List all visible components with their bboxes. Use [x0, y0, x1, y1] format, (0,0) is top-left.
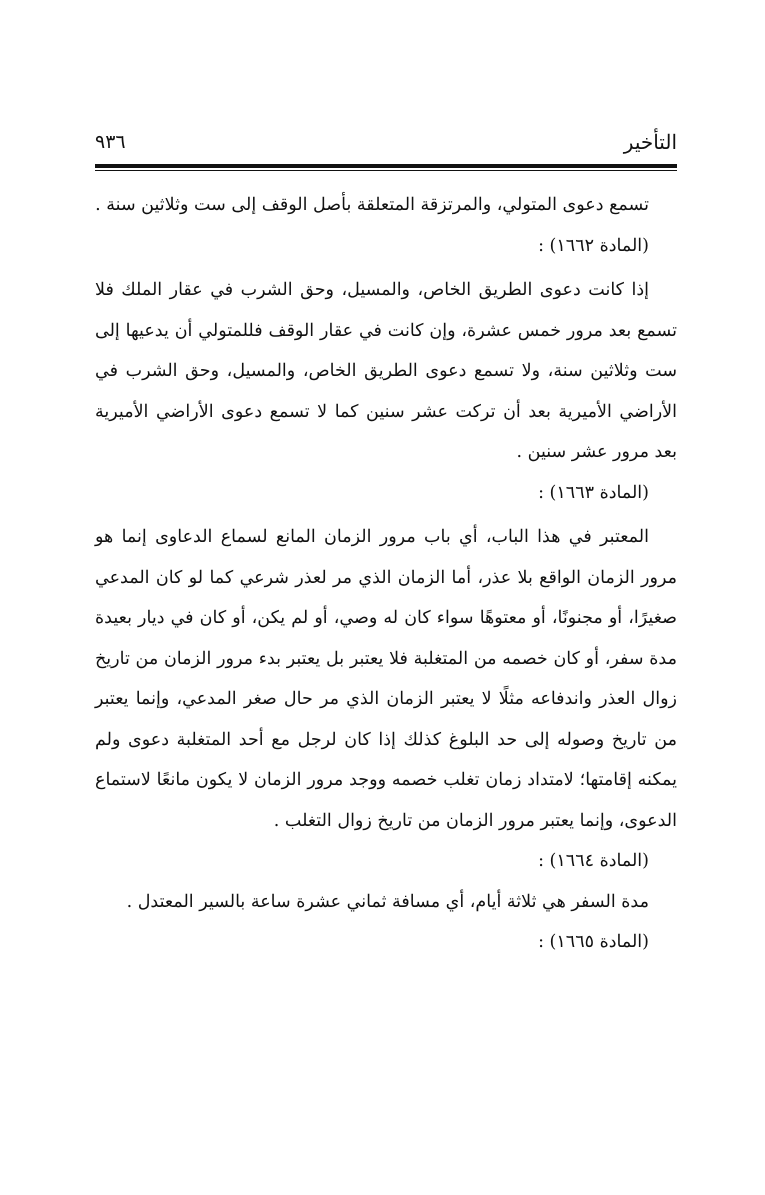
page-header: [95, 128, 677, 162]
article-heading-1664: (المادة ١٦٦٤) :: [538, 851, 649, 871]
running-title: التأخير: [623, 130, 677, 154]
header-rule-thin: [95, 170, 677, 171]
article-text-1662: إذا كانت دعوى الطريق الخاص، والمسيل، وحق الشرب في عقار الملك فلا تسمع بعد مرور خمس عشرة، وإن كانت في عقار الوقف فللمتولي أن يدعيها إلى ست وثلاثين سنة، ولا تسمع دعوى الطريق الخاص، والمسيل، وحق الشرب في الأراضي الأميرية بعد أن تركت عشر سنين كما لا تسمع دعوى الأراضي الأميرية بعد مرور عشر سنين .: [95, 280, 677, 462]
article-heading-1662: (المادة ١٦٦٢) :: [538, 235, 649, 256]
article-text-1664: مدة السفر هي ثلاثة أيام، أي مسافة ثماني عشرة ساعة بالسير المعتدل .: [126, 891, 649, 912]
article-heading-1665: (المادة ١٦٦٥) :: [538, 932, 649, 952]
article-text-1663: المعتبر في هذا الباب، أي باب مرور الزمان المانع لسماع الدعاوى إنما هو مرور الزمان الواقع بلا عذر، أما الزمان الذي مر لعذر شرعي كما لو كان المدعي صغيرًا، أو مجنونًا، أو معتوهًا سواء كان له وصي، أو لم يكن، أو كان في ديار بعيدة مدة سفر، أو كان خصمه من المتغلبة فلا يعتبر بل يعتبر بدء مرور الزمان من تاريخ زوال العذر واندفاعه مثلًا لا يعتبر الزمان الذي مر حال صغر المدعي، وإنما يعتبر من تاريخ وصوله إلى حد البلوغ كذلك إذا كان لرجل مع أحد المتغلبة دعوى ولم يمكنه إقامتها؛ لامتداد زمان تغلب خصمه ووجد مرور الزمان لا يكون مانعًا لاستماع الدعوى، وإنما يعتبر مرور الزمان من تاريخ زوال التغلب .: [95, 527, 677, 831]
header-rule-thick: [95, 164, 677, 168]
paragraph-continuation: تسمع دعوى المتولي، والمرتزقة المتعلقة بأصل الوقف إلى ست وثلاثين سنة .: [95, 195, 649, 215]
article-heading-1663: (المادة ١٦٦٣) :: [538, 482, 649, 503]
page-body: [95, 185, 677, 963]
page-number: ٩٣٦: [95, 131, 126, 153]
